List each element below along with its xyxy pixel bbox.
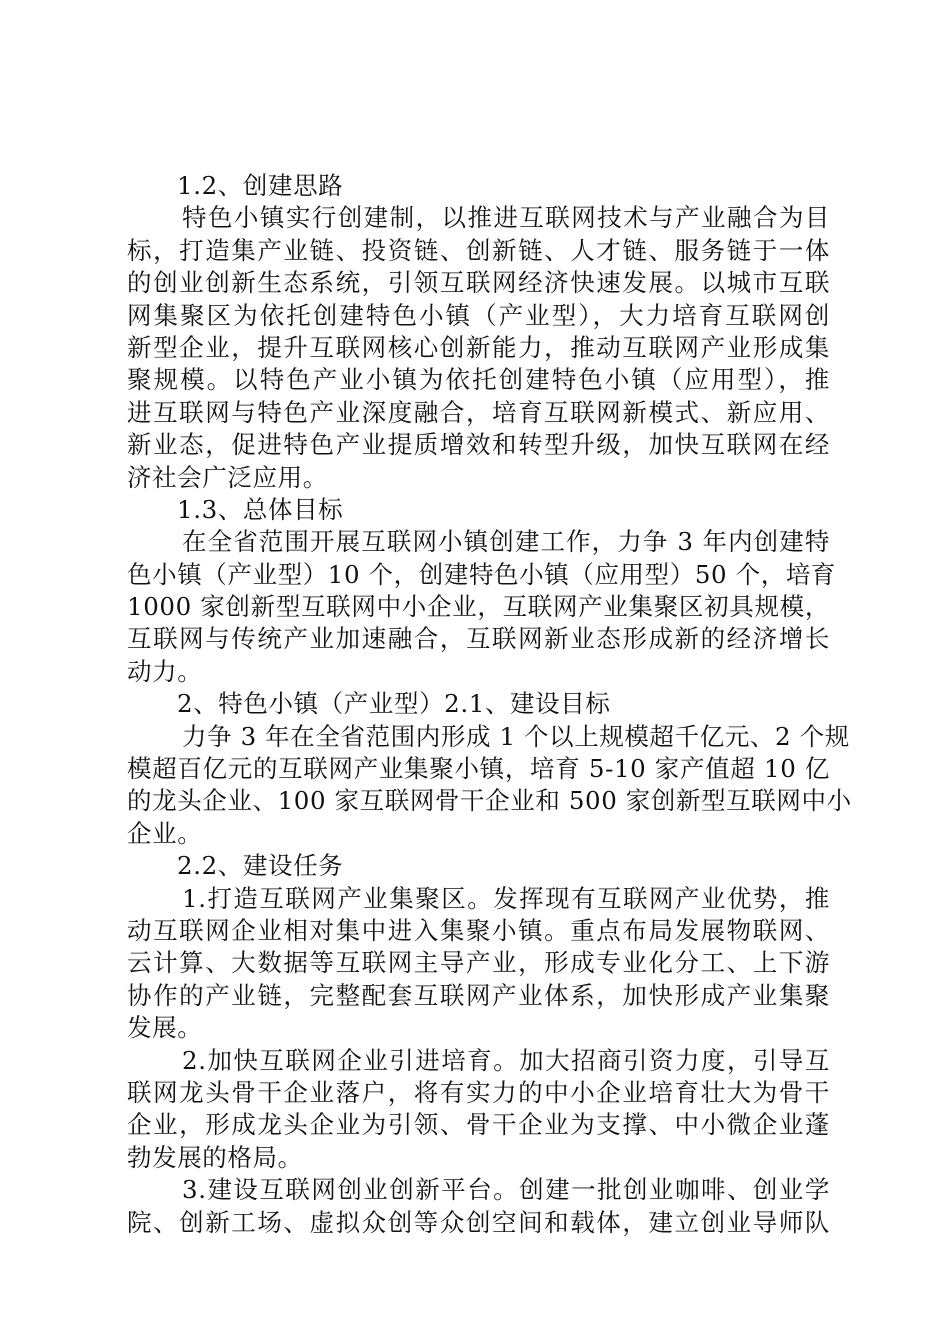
paragraph-line: 力争 3 年在全省范围内形成 1 个以上规模超千亿元、2 个规 <box>182 721 850 751</box>
paragraph-line: 院、创新工场、虚拟众创等众创空间和载体，建立创业导师队 <box>127 1207 830 1237</box>
paragraph-line: 云计算、大数据等互联网主导产业，形成专业化分工、上下游 <box>127 948 830 978</box>
paragraph-line: 协作的产业链，完整配套互联网产业体系，加快形成产业集聚 <box>127 980 830 1010</box>
paragraph-line: 的龙头企业、100 家互联网骨干企业和 500 家创新型互联网中小 <box>127 786 852 816</box>
paragraph-line: 在全省范围开展互联网小镇创建工作，力争 3 年内创建特 <box>182 527 830 557</box>
paragraph-line: 聚规模。以特色产业小镇为依托创建特色小镇（应用型），推 <box>127 365 830 395</box>
paragraph-line: 3.建设互联网创业创新平台。创建一批创业咖啡、创业学 <box>182 1175 830 1205</box>
section-heading-1-3: 1.3、总体目标 <box>177 494 344 524</box>
paragraph-line: 联网龙头骨干企业落户，将有实力的中小企业培育壮大为骨干 <box>127 1077 830 1107</box>
paragraph-line: 动力。 <box>127 656 203 686</box>
paragraph-line: 2.加快互联网企业引进培育。加大招商引资力度，引导互 <box>182 1045 830 1075</box>
paragraph-line: 标，打造集产业链、投资链、创新链、人才链、服务链于一体 <box>127 235 830 265</box>
paragraph-line: 互联网与传统产业加速融合，互联网新业态形成新的经济增长 <box>127 624 830 654</box>
section-heading-2-1: 2、特色小镇（产业型）2.1、建设目标 <box>177 689 611 719</box>
document-page <box>127 170 852 1239</box>
paragraph-line: 进互联网与特色产业深度融合，培育互联网新模式、新应用、 <box>127 397 830 427</box>
paragraph-line: 发展。 <box>127 1013 203 1043</box>
paragraph-line: 特色小镇实行创建制，以推进互联网技术与产业融合为目 <box>182 203 830 233</box>
section-heading-2-2: 2.2、建设任务 <box>177 851 344 881</box>
paragraph-line: 新型企业，提升互联网核心创新能力，推动互联网产业形成集 <box>127 332 830 362</box>
paragraph-line: 济社会广泛应用。 <box>127 462 328 492</box>
paragraph-line: 模超百亿元的互联网产业集聚小镇，培育 5-10 家产值超 10 亿 <box>127 754 830 784</box>
paragraph-line: 的创业创新生态系统，引领互联网经济快速发展。以城市互联 <box>127 268 830 298</box>
paragraph-line: 1000 家创新型互联网中小企业，互联网产业集聚区初具规模， <box>127 592 830 622</box>
paragraph-line: 色小镇（产业型）10 个，创建特色小镇（应用型）50 个，培育 <box>127 559 837 589</box>
paragraph-line: 企业。 <box>127 818 203 848</box>
paragraph-line: 1.打造互联网产业集聚区。发挥现有互联网产业优势，推 <box>182 883 830 913</box>
paragraph-line: 网集聚区为依托创建特色小镇（产业型），大力培育互联网创 <box>127 300 830 330</box>
paragraph-line: 新业态，促进特色产业提质增效和转型升级，加快互联网在经 <box>127 430 830 460</box>
paragraph-line: 企业，形成龙头企业为引领、骨干企业为支撑、中小微企业蓬 <box>127 1110 830 1140</box>
paragraph-line: 勃发展的格局。 <box>127 1142 303 1172</box>
paragraph-line: 动互联网企业相对集中进入集聚小镇。重点布局发展物联网、 <box>127 915 830 945</box>
section-heading-1-2: 1.2、创建思路 <box>177 171 344 200</box>
